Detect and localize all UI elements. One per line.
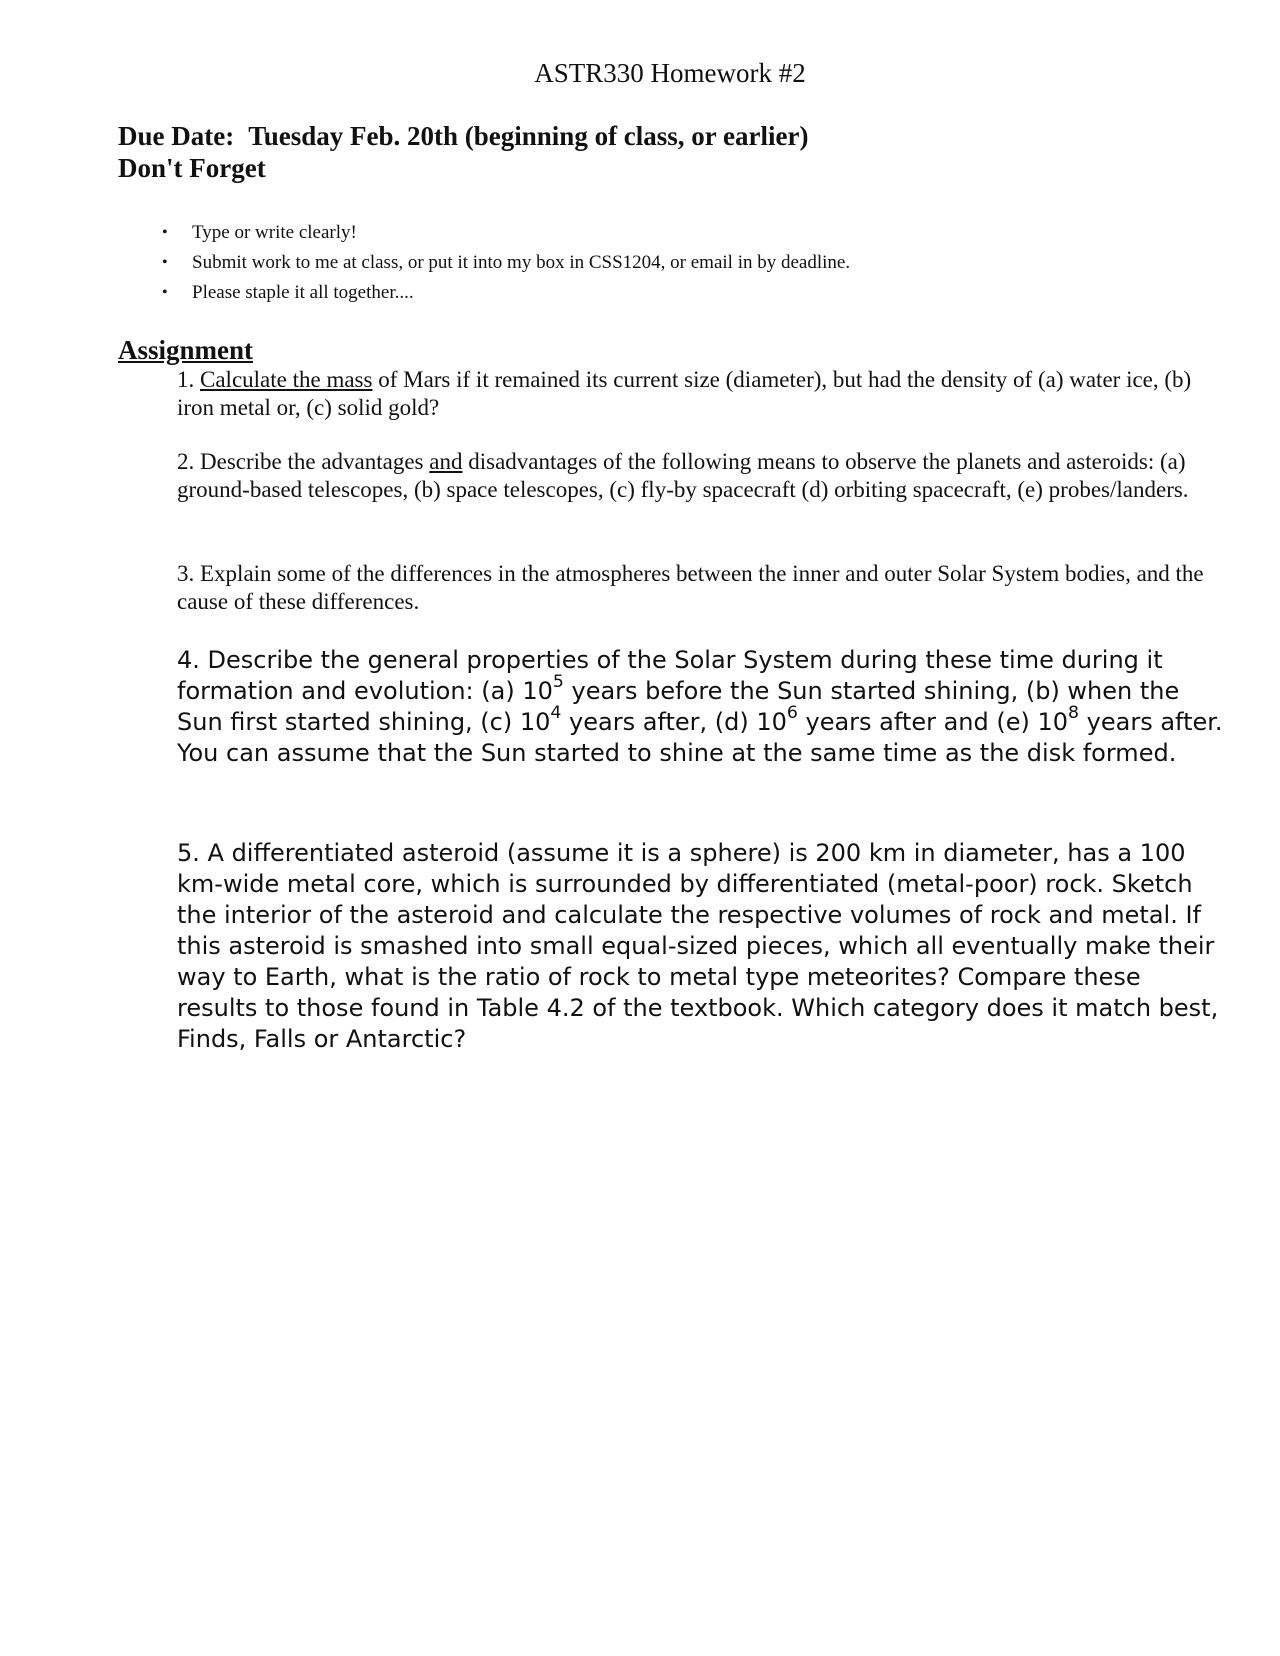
due-date-label: Due Date: [118, 121, 235, 151]
question-4 [177, 645, 1227, 769]
question-3 [177, 560, 1227, 616]
question-2-lead: 2. Describe the advantages [177, 449, 424, 474]
question-5 [177, 838, 1227, 1055]
reminder-text: Please staple it all together.... [192, 282, 414, 303]
question-2-text: disadvantages of the following means to observe the planets and asteroids: (a) ground-based telescopes, (b) space telescopes, (c) fly-by spacecraft (d) orbiting spacecraft, (e) probes/landers. [177, 449, 1189, 502]
reminder-text: Type or write clearly! [192, 222, 357, 243]
question-1-text: of Mars if it remained its current size (diameter), but had the density of (a) water ice, (b) iron metal or, (c) solid gold? [177, 367, 1192, 420]
question-2 [177, 448, 1227, 504]
reminder-list [150, 218, 850, 308]
list-item [150, 278, 850, 308]
list-item [150, 248, 850, 278]
exponent: 6 [786, 703, 798, 724]
question-4-text-3: years after, (d) 10 [561, 708, 787, 736]
due-date-block [118, 120, 808, 184]
assignment-heading: Assignment [118, 335, 254, 365]
question-4-text-2: years before the Sun started shining, (b) when the Sun first started shining, (c) 10 [177, 677, 1180, 736]
exponent: 8 [1068, 703, 1080, 724]
question-5-text: 5. A differentiated asteroid (assume it is a sphere) is 200 km in diameter, has a 100 km-wide metal core, which is surrounded by differentiated (metal-poor) rock. Sketch the interior of the asteroid and calculate the respective volumes of rock and metal. If this asteroid is smashed into small equal-sized pieces, which all eventually make their way to Earth, what is the ratio of rock to metal type meteorites? Compare these results to those found in Table 4.2 of the textbook. Which category does it match best, Finds, Falls or Antarctic? [177, 839, 1219, 1053]
question-number: 1. [177, 367, 195, 392]
due-date-line [118, 120, 808, 152]
list-item [150, 218, 850, 248]
question-2-emphasis: and [429, 449, 463, 474]
bullet-icon: • [162, 224, 168, 241]
question-4-text-4: years after and (e) 10 [797, 708, 1069, 736]
question-3-text: 3. Explain some of the differences in the atmospheres between the inner and outer Solar System bodies, and the cause of these differences. [177, 561, 1204, 614]
exponent: 4 [550, 703, 562, 724]
reminder-text: Submit work to me at class, or put it into my box in CSS1204, or email in by deadline. [192, 252, 851, 273]
due-date-value: Tuesday Feb. 20th (beginning of class, or earlier) [248, 121, 809, 151]
exponent: 5 [552, 672, 564, 693]
page-title: ASTR330 Homework #2 [534, 58, 806, 88]
question-4-text-1: 4. Describe the general properties of the Solar System during these time during it formation and evolution: (a) 10 [177, 646, 1163, 705]
question-1-emphasis: Calculate the mass [200, 367, 373, 392]
bullet-icon: • [162, 284, 168, 301]
question-4-text-5: years after. You can assume that the Sun started to shine at the same time as the disk formed. [177, 708, 1223, 767]
reminder-heading: Don't Forget [118, 153, 266, 183]
question-1 [177, 366, 1227, 422]
bullet-icon: • [162, 254, 168, 271]
